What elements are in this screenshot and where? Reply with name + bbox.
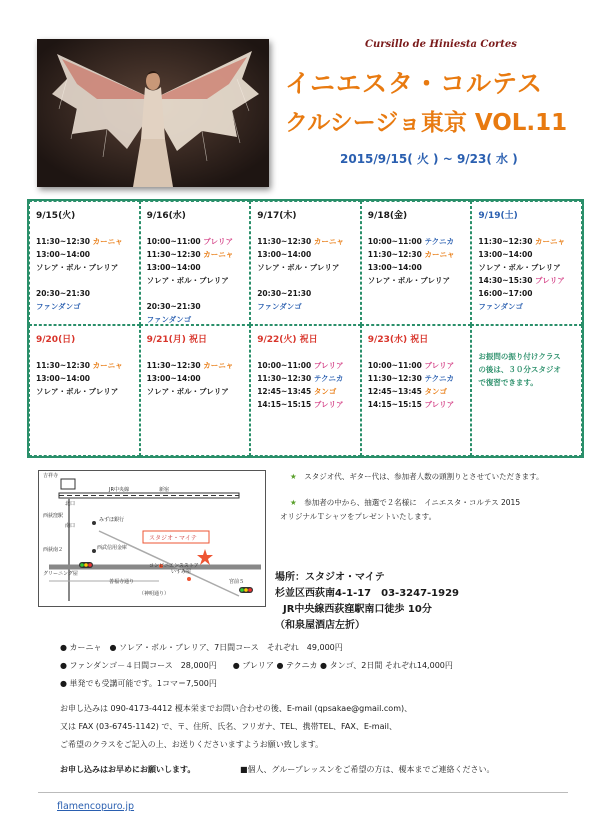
class-dance: ブレリア [203, 237, 233, 246]
event-subtitle-main: クルシージョ東京 [285, 110, 475, 136]
schedule-day-cell [29, 201, 140, 325]
class-line [257, 248, 356, 261]
class-line [478, 300, 577, 313]
class-line [257, 235, 356, 248]
class-time: 13:00~14:00 [367, 263, 422, 272]
schedule-day-cell [361, 325, 472, 456]
class-time: 14:15~15:15 [257, 400, 314, 409]
class-time: 13:00~14:00 [146, 374, 201, 383]
class-time: ソレア・ボル・ブレリア [367, 276, 450, 285]
apply-line-1: お申し込みは 090-4173-4412 榎本栄までお問い合わせの後、E-mail (qpsakae@gmail.com)、 [60, 704, 413, 713]
class-time: ソレア・ボル・ブレリア [146, 387, 229, 396]
class-line [478, 274, 577, 287]
price-line-3: ● 単発でも受講可能です。1コマ＝7,500円 [60, 679, 217, 688]
class-dance: ブレリア [424, 400, 455, 409]
class-line [368, 274, 467, 287]
class-time: 13:00~14:00 [146, 263, 201, 272]
apply-line-2: 又は FAX (03-6745-1142) で、〒、住所、氏名、フリガナ、TEL、携帯TEL、FAX、E-mail、 [60, 722, 397, 731]
schedule-day-cell [29, 325, 140, 456]
class-line [478, 287, 577, 300]
apply-early: お申し込みはお早めにお願いします。 [60, 765, 196, 774]
schedule-day-cell [140, 325, 251, 456]
class-time: ファンダンゴ [36, 302, 81, 311]
class-dance: ブレリア [313, 400, 344, 409]
website-link[interactable]: flamencopuro.jp [57, 801, 135, 812]
class-line [368, 398, 467, 411]
class-line [368, 248, 467, 261]
day-label: 9/19(土) [478, 211, 518, 221]
day-label: 9/22(火) 祝日 [257, 335, 318, 345]
class-time: ソレア・ボル・ブレリア [36, 387, 119, 396]
class-line [257, 300, 356, 313]
price-line-1: ● カーニャ ● ソレア・ボル・ブレリア、7日間コース それぞれ 49,000円 [60, 643, 343, 652]
class-dance: タンゴ [424, 387, 447, 396]
map-label: グリーニング屋 [43, 571, 78, 577]
class-dance: カーニャ [313, 237, 344, 246]
day-label: 9/16(水) [146, 211, 186, 221]
class-line [36, 372, 135, 385]
review-note-line: の後は、３０分スタジオ [478, 365, 561, 374]
venue-info [275, 570, 459, 634]
class-time: 13:00~14:00 [36, 250, 91, 259]
class-time: 11:30~12:30 [367, 374, 425, 383]
private-lesson-note: ■個人、グループレッスンをご希望の方は、榎本までご連絡ください。 [240, 765, 495, 774]
class-time: ソレア・ボル・ブレリア [478, 263, 561, 272]
line-gap [36, 274, 135, 287]
day-label: 9/17(木) [257, 211, 297, 221]
dancer-photo [37, 39, 269, 187]
venue-address: 杉並区西荻南4-1-17 03-3247-1929 [275, 588, 460, 599]
brand-subtitle: Cursillo de Hiniesta Cortes [365, 39, 517, 50]
map-label: 吉祥寺 [43, 473, 59, 479]
class-line [147, 300, 246, 313]
dancer-illustration [37, 39, 269, 187]
class-line [36, 261, 135, 274]
class-dance: カーニャ [92, 361, 123, 370]
schedule-grid [27, 199, 584, 458]
class-line [36, 385, 135, 398]
class-time: 12:45~13:45 [257, 387, 314, 396]
footer-divider [38, 792, 568, 793]
class-line [147, 359, 246, 372]
map-drawing [39, 471, 265, 606]
line-gap [257, 274, 356, 287]
class-time: 13:00~14:00 [36, 374, 91, 383]
map-label: 西武信用金庫 [97, 545, 128, 551]
note-lottery: ★ 参加者の中から、抽選で２名様に イニエスタ・コルテス 2015 [290, 498, 521, 507]
venue-landmark: （和泉屋酒店左折） [275, 620, 365, 631]
class-line [147, 385, 246, 398]
price-line-2: ● ファンダンゴ－４日間コース 28,000円 ● ブレリア ● テクニカ ● タンゴ、2日間 それぞれ14,000円 [60, 661, 453, 670]
day-label: 9/20(日) [36, 335, 76, 345]
class-line [36, 359, 135, 372]
class-time: 12:45~13:45 [367, 387, 425, 396]
event-volume: VOL.11 [474, 110, 568, 136]
class-line [368, 235, 467, 248]
class-dance: カーニャ [203, 361, 234, 370]
class-dance: ブレリア [313, 361, 344, 370]
schedule-day-cell [250, 325, 361, 456]
class-line [257, 287, 356, 300]
map-label: 善福寺通り [109, 579, 135, 585]
class-line [36, 300, 135, 313]
event-dates: 2015/9/15( 火 ) ~ 9/23( 水 ) [340, 152, 518, 166]
map-label: （神明通り） [139, 591, 170, 597]
class-time: 20:30~21:30 [146, 302, 201, 311]
class-dance: カーニャ [203, 250, 234, 259]
class-time: 10:00~11:00 [257, 361, 314, 370]
map-label: 南口 [65, 523, 76, 529]
class-time: 10:00~11:00 [367, 361, 425, 370]
class-line [368, 261, 467, 274]
class-line [36, 248, 135, 261]
schedule-day-cell [250, 201, 361, 325]
event-title: イニエスタ・コルテス [285, 69, 544, 98]
day-label: 9/23(水) 祝日 [367, 335, 429, 345]
map-label: 西荻窪駅 [43, 513, 64, 519]
map-label: 宮前５ [229, 579, 245, 585]
class-line [147, 248, 246, 261]
class-line [257, 385, 356, 398]
class-time: 11:30~12:30 [367, 250, 425, 259]
access-map [38, 470, 266, 607]
class-time: 20:30~21:30 [36, 289, 91, 298]
class-dance: ブレリア [535, 276, 565, 285]
class-time: 10:00~11:00 [146, 237, 204, 246]
schedule-day-cell [140, 201, 251, 325]
class-line [147, 274, 246, 287]
class-time: 11:30~12:30 [36, 237, 93, 246]
class-time: 14:15~15:15 [367, 400, 425, 409]
review-note-cell [471, 325, 582, 456]
venue-access: JR中央線西荻窪駅南口徒歩 10分 [283, 604, 432, 615]
map-label: JR中央線 [109, 487, 129, 493]
class-time: ソレア・ボル・ブレリア [36, 263, 119, 272]
class-time: 11:30~12:30 [257, 237, 314, 246]
venue-name: 場所：スタジオ・マイテ [275, 572, 385, 583]
class-time: 11:30~12:30 [257, 374, 314, 383]
star-icon: ★ [290, 472, 297, 481]
map-label: 北口 [65, 501, 76, 507]
class-line [147, 235, 246, 248]
day-label: 9/15(火) [36, 211, 76, 221]
day-label: 9/21(月) 祝日 [146, 335, 208, 345]
class-dance: カーニャ [535, 237, 566, 246]
class-dance: カーニャ [92, 237, 123, 246]
class-time: 11:30~12:30 [146, 250, 204, 259]
class-time: 16:00~17:00 [478, 289, 533, 298]
class-line [147, 313, 246, 325]
schedule-day-cell [471, 201, 582, 325]
class-time: ソレア・ボル・ブレリア [146, 276, 229, 285]
class-time: 11:30~12:30 [478, 237, 536, 246]
class-line [147, 261, 246, 274]
class-line [478, 235, 577, 248]
class-line [257, 261, 356, 274]
event-subtitle [285, 104, 567, 137]
map-label: みずほ銀行 [99, 517, 125, 523]
class-time: 13:00~14:00 [478, 250, 533, 259]
class-dance: テクニカ [424, 237, 455, 246]
line-gap [147, 287, 246, 300]
review-note [478, 350, 577, 389]
schedule-day-cell [361, 201, 472, 325]
class-time: 11:30~12:30 [146, 361, 204, 370]
class-time: 20:30~21:30 [257, 289, 312, 298]
map-label: いずみ屋 [171, 569, 192, 575]
class-dance: ブレリア [424, 361, 455, 370]
class-line [257, 398, 356, 411]
class-line [478, 261, 577, 274]
class-dance: カーニャ [424, 250, 455, 259]
class-line [368, 359, 467, 372]
class-dance: タンゴ [313, 387, 337, 396]
class-time: 13:00~14:00 [257, 250, 312, 259]
class-line [36, 235, 135, 248]
map-label: コンビニエンスストア [149, 563, 199, 569]
class-line [368, 385, 467, 398]
class-time: 10:00~11:00 [367, 237, 425, 246]
class-time: 14:30~15:30 [478, 276, 536, 285]
note-tshirt: オリジナルＴシャツをプレゼントいたします。 [280, 512, 437, 521]
class-line [257, 359, 356, 372]
class-line [147, 372, 246, 385]
map-label: 新宿 [159, 487, 170, 493]
class-time: 11:30~12:30 [36, 361, 93, 370]
day-label: 9/18(金) [367, 211, 408, 221]
class-line [36, 287, 135, 300]
class-dance: テクニカ [313, 374, 344, 383]
class-time: ファンダンゴ [478, 302, 524, 311]
apply-line-3: ご希望のクラスをご記入の上、お送りくださいますようお願い致します。 [60, 740, 324, 749]
class-time: ソレア・ボル・ブレリア [257, 263, 340, 272]
map-label: スタジオ・マイテ [149, 535, 197, 542]
review-note-line: で復習できます。 [478, 378, 538, 387]
note-fees: ★ スタジオ代、ギター代は、参加者人数の頭割りとさせていただきます。 [290, 472, 544, 481]
class-line [368, 372, 467, 385]
class-time: ファンダンゴ [257, 302, 302, 311]
class-time: ファンダンゴ [146, 315, 192, 324]
class-line [478, 248, 577, 261]
review-note-line: お振問の振り付けクラス [478, 352, 561, 361]
map-label: 西荻南２ [43, 547, 64, 553]
class-line [257, 372, 356, 385]
class-dance: テクニカ [424, 374, 455, 383]
star-icon: ★ [290, 498, 297, 507]
